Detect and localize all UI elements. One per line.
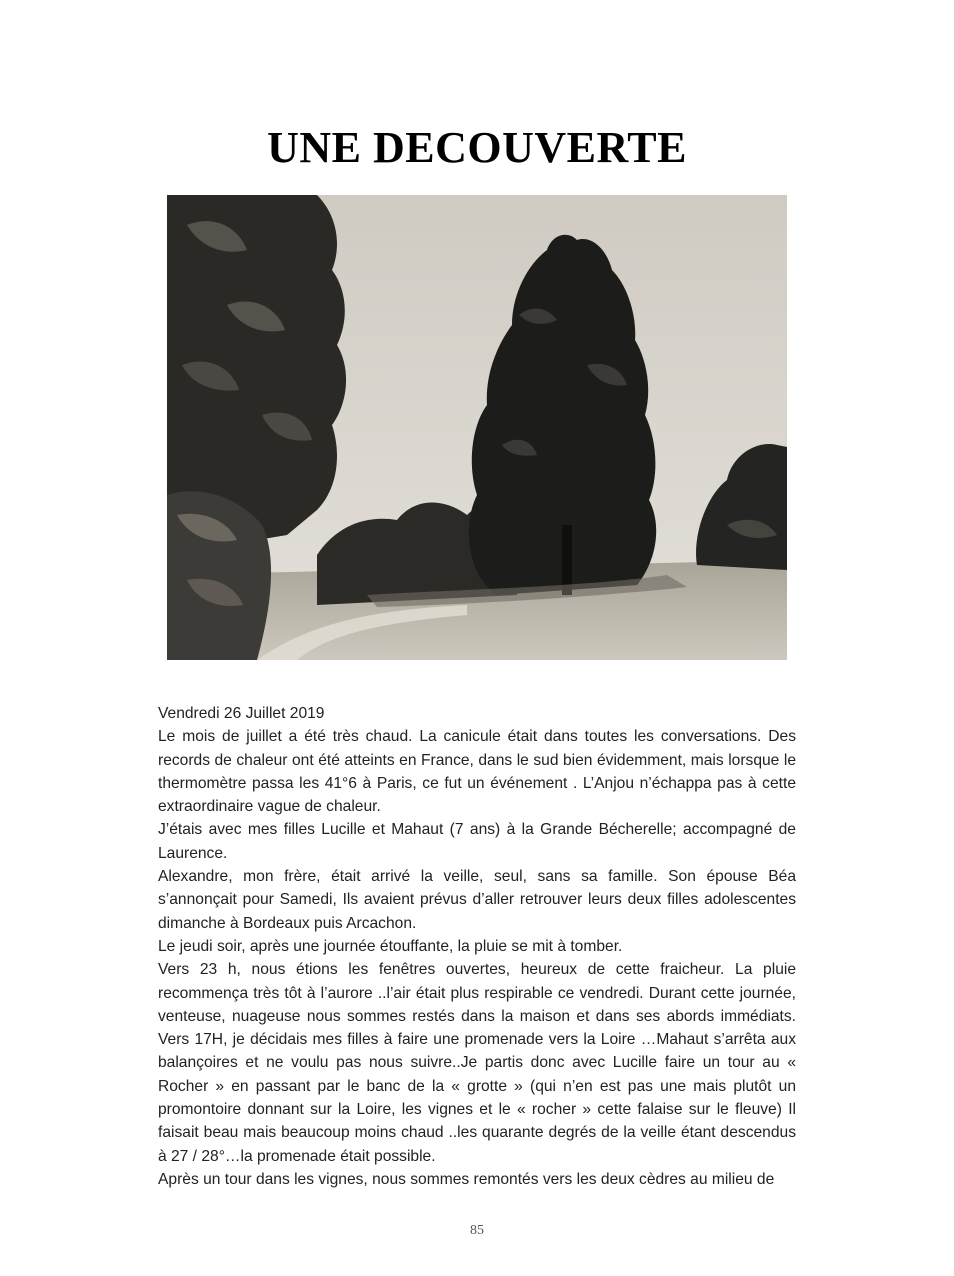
paragraph: J’étais avec mes filles Lucille et Mahaut (7 ans) à la Grande Bécherelle; accompagné de Laurence.	[158, 821, 796, 862]
paragraph: Alexandre, mon frère, était arrivé la veille, seul, sans sa famille. Son épouse Béa s’annonçait pour Samedi, Ils avaient prévus d’aller retrouver leurs deux filles adolescentes dimanche à Bordeaux puis Arcachon.	[158, 868, 796, 932]
paragraph: Après un tour dans les vignes, nous sommes remontés vers les deux cèdres au milieu de	[158, 1170, 775, 1188]
body-text	[158, 702, 796, 1191]
paragraph-date: Vendredi 26 Juillet 2019	[158, 705, 325, 722]
paragraph: Vers 23 h, nous étions les fenêtres ouvertes, heureux de cette fraicheur. La pluie recommença très tôt à l’aurore ..l’air était plus respirable ce vendredi. Durant cette journée, venteuse, nuageuse nous sommes restés dans la maison et dans ses abords immédiats. Vers 17H, je décidais mes filles à faire une promenade vers la Loire …Mahaut s’arrêta aux balançoires et ne voulu pas nous suivre..Je partis donc avec Lucille faire un tour au « Rocher » en passant par le banc de la « grotte » (qui n’en est pas une mais plutôt un promontoire donnant sur la Loire, les vignes et le « rocher » cette falaise sur le fleuve) Il faisait beau mais beaucoup moins chaud ..les quarante degrés de la veille étant descendus à 27 / 28°…la promenade était possible.	[158, 961, 796, 1165]
paragraph: Le mois de juillet a été très chaud. La canicule était dans toutes les conversations. Des records de chaleur ont été atteints en France, dans le sud bien évidemment, mais lorsque le thermomètre passa les 41°6 à Paris, ce fut un événement . L’Anjou n’échappa pas à cette extraordinaire vague de chaleur.	[158, 728, 796, 816]
park-trees-photo	[167, 195, 787, 660]
paragraph: Le jeudi soir, après une journée étouffante, la pluie se mit à tomber.	[158, 937, 623, 955]
page-title: UNE DECOUVERTE	[267, 123, 687, 172]
page-number: 85	[470, 1223, 484, 1238]
park-trees-photo-icon	[167, 195, 787, 660]
